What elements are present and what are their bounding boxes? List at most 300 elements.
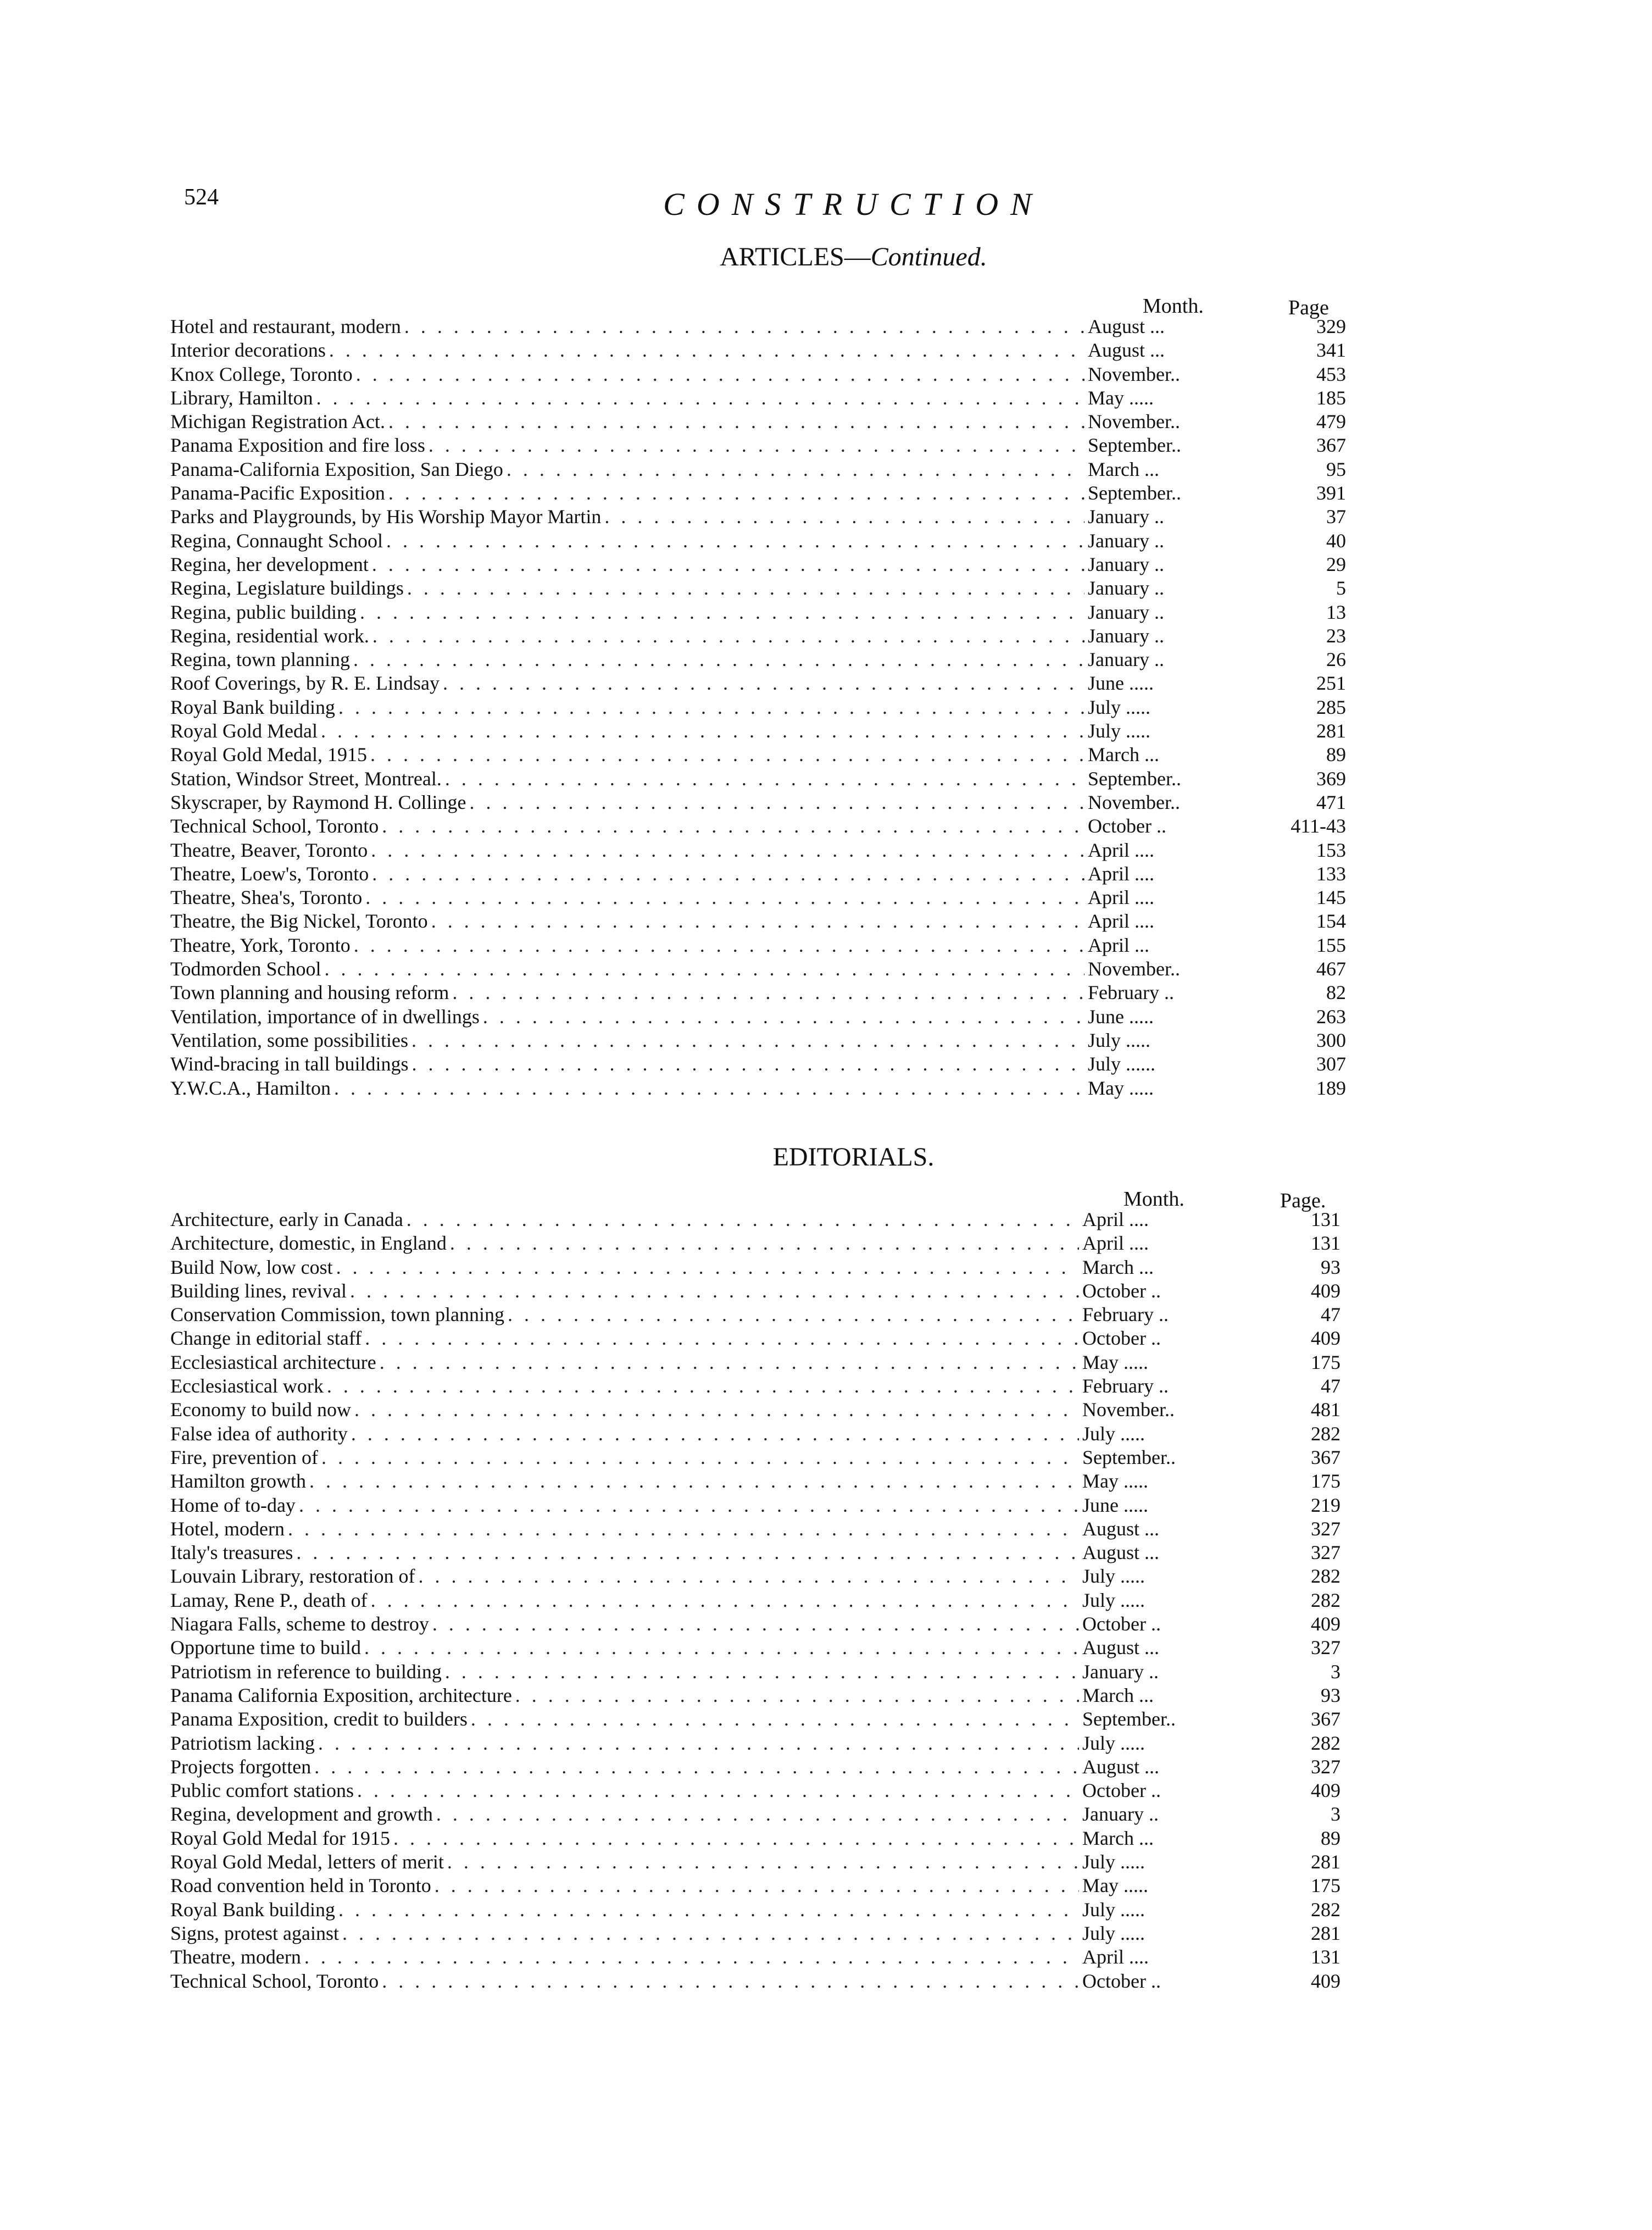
index-entry	[170, 481, 1346, 505]
dot-leader	[365, 1327, 1079, 1350]
entry-title: Roof Coverings, by R. E. Lindsay	[170, 672, 440, 695]
entry-page: 327	[1311, 1517, 1340, 1540]
index-entry	[170, 1327, 1340, 1350]
entry-title: Regina, residential work.	[170, 624, 369, 647]
entry-page: 131	[1311, 1232, 1340, 1255]
dot-leader	[350, 1279, 1079, 1303]
entry-month: February ..	[1082, 1303, 1169, 1326]
entry-month: August ...	[1088, 339, 1165, 362]
entry-month: March ...	[1082, 1684, 1154, 1706]
index-entry	[170, 1374, 1340, 1398]
dot-leader	[471, 1707, 1079, 1731]
dot-leader	[371, 1589, 1079, 1612]
index-entry	[170, 529, 1346, 553]
entry-page: 409	[1311, 1613, 1340, 1635]
entry-page: 282	[1311, 1898, 1340, 1921]
dot-leader	[470, 791, 1085, 814]
index-entry	[170, 339, 1346, 362]
entry-page: 453	[1316, 363, 1346, 385]
entry-page: 281	[1311, 1851, 1340, 1873]
entry-month: October ..	[1082, 1613, 1161, 1635]
index-entry	[170, 1256, 1340, 1279]
entry-month: November..	[1088, 958, 1180, 980]
entry-title: Change in editorial staff	[170, 1327, 362, 1350]
entry-page: 154	[1316, 910, 1346, 933]
entry-title: Panama-California Exposition, San Diego	[170, 458, 503, 480]
articles-title: ARTICLES—	[720, 242, 871, 271]
entry-title: Hotel and restaurant, modern	[170, 315, 401, 337]
entry-month: July .....	[1088, 720, 1151, 742]
dot-leader	[445, 1660, 1079, 1684]
index-entry	[170, 1494, 1340, 1517]
articles-page-header: Page	[1288, 296, 1329, 319]
dot-leader	[388, 481, 1084, 505]
articles-title-continued: Continued.	[870, 242, 987, 271]
entry-title: Hamilton growth	[170, 1470, 306, 1493]
entry-page: 95	[1326, 458, 1346, 480]
dot-leader	[357, 1779, 1079, 1802]
entry-page: 281	[1316, 720, 1346, 742]
entry-title: Technical School, Toronto	[170, 815, 379, 837]
entry-title: Royal Bank building	[170, 1898, 335, 1921]
entry-month: March ...	[1088, 744, 1159, 766]
entry-title: Regina, Connaught School	[170, 529, 383, 552]
index-entry	[170, 862, 1346, 886]
entry-title: Royal Bank building	[170, 696, 335, 718]
entry-month: July .....	[1082, 1565, 1145, 1588]
entry-title: Ventilation, importance of in dwellings	[170, 1005, 480, 1028]
entry-month: March ...	[1082, 1256, 1154, 1278]
index-entry	[170, 1898, 1340, 1922]
entry-month: September..	[1088, 482, 1181, 504]
entry-month: May .....	[1082, 1470, 1148, 1493]
index-entry	[170, 696, 1346, 719]
entry-title: Theatre, Beaver, Toronto	[170, 839, 368, 861]
entry-month: August ...	[1082, 1637, 1160, 1659]
index-entry	[170, 672, 1346, 695]
entry-month: July .....	[1082, 1422, 1145, 1445]
entry-month: October ..	[1082, 1970, 1161, 1992]
index-entry	[170, 648, 1346, 672]
entry-month: September..	[1088, 434, 1181, 457]
entry-title: Louvain Library, restoration of	[170, 1565, 415, 1588]
entry-page: 145	[1316, 886, 1346, 909]
index-entry	[170, 1707, 1340, 1731]
entry-page: 155	[1316, 934, 1346, 956]
entry-month: July .....	[1088, 696, 1151, 718]
entry-title: Panama Exposition and fire loss	[170, 434, 425, 457]
entry-title: Ecclesiastical architecture	[170, 1351, 376, 1373]
dot-leader	[411, 1052, 1084, 1076]
entry-title: Town planning and housing reform	[170, 981, 449, 1004]
dot-leader	[365, 886, 1084, 909]
index-entry	[170, 1970, 1340, 1993]
entry-month: May .....	[1082, 1351, 1148, 1373]
entry-title: Projects forgotten	[170, 1755, 312, 1778]
entry-page: 282	[1311, 1565, 1340, 1588]
entry-month: October ..	[1082, 1327, 1161, 1350]
entry-month: April ...	[1088, 934, 1149, 956]
entry-page: 367	[1311, 1708, 1340, 1730]
dot-leader	[432, 1612, 1079, 1636]
entry-title: Panama Exposition, credit to builders	[170, 1708, 468, 1730]
index-entry	[170, 791, 1346, 814]
entry-page: 153	[1316, 839, 1346, 861]
dot-leader	[351, 1422, 1079, 1446]
entry-month: July .....	[1082, 1898, 1145, 1921]
entry-title: False idea of authority	[170, 1422, 348, 1445]
entry-title: Todmorden School	[170, 958, 321, 980]
entry-page: 369	[1316, 767, 1346, 790]
dot-leader	[329, 339, 1084, 362]
dot-leader	[354, 934, 1084, 957]
journal-title: CONSTRUCTION	[663, 186, 1044, 222]
entry-title: Library, Hamilton	[170, 386, 313, 409]
entry-page: 409	[1311, 1779, 1340, 1802]
page-number: 524	[184, 185, 219, 210]
entry-page: 37	[1326, 506, 1346, 528]
dot-leader	[447, 1850, 1079, 1874]
index-entry	[170, 1303, 1340, 1327]
entry-page: 251	[1316, 672, 1346, 695]
entry-page: 409	[1311, 1970, 1340, 1992]
dot-leader	[515, 1684, 1079, 1707]
entry-month: January ..	[1088, 601, 1164, 623]
entry-page: 3	[1331, 1803, 1340, 1826]
editorials-month-header: Month.	[1123, 1188, 1184, 1211]
index-entry	[170, 1589, 1340, 1612]
entry-page: 281	[1311, 1922, 1340, 1944]
entry-page: 391	[1316, 482, 1346, 504]
entry-month: May .....	[1082, 1874, 1148, 1897]
index-entry	[170, 458, 1346, 481]
dot-leader	[435, 1874, 1079, 1898]
entry-page: 185	[1316, 386, 1346, 409]
entry-page: 175	[1311, 1874, 1340, 1897]
index-entry	[170, 1850, 1340, 1874]
entry-month: May .....	[1088, 386, 1154, 409]
entry-page: 471	[1316, 791, 1346, 813]
entry-page: 327	[1311, 1755, 1340, 1778]
entry-title: Niagara Falls, scheme to destroy	[170, 1613, 429, 1635]
entry-title: Signs, protest against	[170, 1922, 339, 1944]
entry-title: Royal Gold Medal, 1915	[170, 744, 367, 766]
index-entry	[170, 1827, 1340, 1850]
entry-page: 481	[1311, 1399, 1340, 1421]
entry-month: July ......	[1088, 1053, 1156, 1075]
index-entry	[170, 1802, 1340, 1826]
entry-month: August ...	[1088, 315, 1165, 337]
dot-leader	[483, 1005, 1084, 1029]
entry-month: June .....	[1082, 1494, 1148, 1516]
entry-title: Patriotism lacking	[170, 1732, 315, 1754]
entry-page: 131	[1311, 1208, 1340, 1230]
entry-page: 5	[1336, 577, 1346, 600]
index-entry	[170, 1232, 1340, 1255]
entry-title: Theatre, Loew's, Toronto	[170, 862, 369, 885]
entry-title: Building lines, revival	[170, 1279, 347, 1302]
entry-month: March ...	[1082, 1827, 1154, 1849]
entry-title: Opportune time to build	[170, 1637, 361, 1659]
entry-month: January ..	[1088, 553, 1164, 575]
dot-leader	[296, 1541, 1079, 1565]
index-entry	[170, 886, 1346, 909]
index-entry	[170, 909, 1346, 933]
dot-leader	[324, 957, 1084, 981]
entry-month: January ..	[1088, 624, 1164, 647]
dot-leader	[604, 505, 1084, 529]
entry-month: August ...	[1082, 1541, 1160, 1564]
entry-title: Michigan Registration Act.	[170, 411, 385, 433]
entry-title: Theatre, Shea's, Toronto	[170, 886, 363, 909]
index-entry	[170, 1612, 1340, 1636]
editorials-list	[170, 1208, 1340, 1993]
entry-month: January ..	[1088, 529, 1164, 552]
dot-leader	[314, 1755, 1079, 1779]
entry-title: Interior decorations	[170, 339, 326, 362]
entry-title: Theatre, York, Toronto	[170, 934, 351, 956]
index-entry	[170, 1732, 1340, 1755]
entry-month: April ....	[1082, 1946, 1149, 1968]
entry-page: 89	[1326, 744, 1346, 766]
entry-title: Build Now, low cost	[170, 1256, 333, 1278]
entry-page: 131	[1311, 1946, 1340, 1968]
entry-month: August ...	[1082, 1517, 1160, 1540]
dot-leader	[393, 1827, 1079, 1850]
entry-month: November..	[1088, 363, 1180, 385]
entry-page: 282	[1311, 1732, 1340, 1754]
entry-title: Italy's treasures	[170, 1541, 293, 1564]
entry-page: 89	[1321, 1827, 1340, 1849]
entry-month: July .....	[1088, 1029, 1151, 1051]
entry-page: 285	[1316, 696, 1346, 718]
entry-title: Regina, her development	[170, 553, 369, 575]
entry-month: February ..	[1088, 981, 1174, 1004]
entry-page: 467	[1316, 958, 1346, 980]
index-entry	[170, 1755, 1340, 1779]
entry-page: 367	[1316, 434, 1346, 457]
editorials-section-title	[0, 1142, 1652, 1172]
index-entry	[170, 1945, 1340, 1969]
dot-leader	[338, 1898, 1079, 1922]
index-entry	[170, 743, 1346, 767]
entry-month: April ....	[1088, 862, 1154, 885]
entry-month: April ....	[1088, 910, 1154, 933]
entry-title: Royal Gold Medal, letters of merit	[170, 1851, 444, 1873]
entry-title: Theatre, modern	[170, 1946, 301, 1968]
index-entry	[170, 1005, 1346, 1029]
entry-title: Royal Gold Medal for 1915	[170, 1827, 390, 1849]
entry-title: Parks and Playgrounds, by His Worship Mayor Martin	[170, 506, 602, 528]
entry-page: 47	[1321, 1303, 1340, 1326]
index-entry	[170, 1922, 1340, 1945]
dot-leader	[452, 981, 1084, 1005]
index-entry	[170, 1422, 1340, 1446]
dot-leader	[436, 1802, 1079, 1826]
dot-leader	[443, 672, 1084, 695]
index-entry	[170, 1052, 1346, 1076]
entry-month: October ..	[1082, 1779, 1161, 1802]
dot-leader	[288, 1517, 1079, 1541]
entry-month: August ...	[1082, 1755, 1160, 1778]
index-entry	[170, 814, 1346, 838]
dot-leader	[356, 363, 1084, 386]
entry-page: 26	[1326, 648, 1346, 671]
index-entry	[170, 1351, 1340, 1374]
dot-leader	[372, 624, 1084, 648]
dot-leader	[353, 648, 1084, 672]
dot-leader	[404, 315, 1084, 339]
index-entry	[170, 1446, 1340, 1469]
entry-title: Theatre, the Big Nickel, Toronto	[170, 910, 428, 933]
entry-title: Panama California Exposition, architecture	[170, 1684, 512, 1706]
entry-page: 175	[1311, 1470, 1340, 1493]
entry-page: 411-43	[1291, 815, 1346, 837]
entry-page: 409	[1311, 1327, 1340, 1350]
index-entry	[170, 1398, 1340, 1422]
entry-title: Technical School, Toronto	[170, 1970, 379, 1992]
index-entry	[170, 1565, 1340, 1588]
entry-title: Hotel, modern	[170, 1517, 285, 1540]
dot-leader	[316, 386, 1084, 410]
entry-title: Architecture, domestic, in England	[170, 1232, 447, 1255]
entry-title: Skyscraper, by Raymond H. Collinge	[170, 791, 466, 813]
index-entry	[170, 1029, 1346, 1052]
dot-leader	[309, 1469, 1079, 1493]
entry-page: 93	[1321, 1684, 1340, 1706]
dot-leader	[336, 1256, 1079, 1279]
entry-title: Royal Gold Medal	[170, 720, 318, 742]
entry-month: November..	[1082, 1399, 1175, 1421]
dot-leader	[304, 1945, 1079, 1969]
entry-page: 47	[1321, 1375, 1340, 1397]
index-entry	[170, 839, 1346, 862]
index-entry	[170, 1469, 1340, 1493]
entry-title: Station, Windsor Street, Montreal.	[170, 767, 442, 790]
entry-page: 133	[1316, 862, 1346, 885]
entry-title: Economy to build now	[170, 1399, 351, 1421]
entry-page: 189	[1316, 1077, 1346, 1099]
entry-title: Y.W.C.A., Hamilton	[170, 1077, 331, 1099]
entry-page: 40	[1326, 529, 1346, 552]
entry-month: July .....	[1082, 1589, 1145, 1611]
dot-leader	[386, 529, 1084, 553]
entry-month: September..	[1088, 767, 1181, 790]
index-entry	[170, 767, 1346, 791]
entry-title: Lamay, Rene P., death of	[170, 1589, 368, 1611]
entry-month: June .....	[1088, 1005, 1154, 1028]
dot-leader	[445, 767, 1084, 791]
index-entry	[170, 363, 1346, 386]
dot-leader	[507, 458, 1084, 481]
index-entry	[170, 934, 1346, 957]
articles-list	[170, 315, 1346, 1100]
entry-title: Regina, development and growth	[170, 1803, 433, 1826]
editorials-page-header: Page.	[1280, 1189, 1326, 1212]
entry-title: Knox College, Toronto	[170, 363, 353, 385]
entry-page: 23	[1326, 624, 1346, 647]
entry-page: 367	[1311, 1446, 1340, 1468]
index-entry	[170, 1517, 1340, 1541]
index-entry	[170, 315, 1346, 339]
index-entry	[170, 957, 1346, 981]
entry-month: October ..	[1082, 1279, 1161, 1302]
index-entry	[170, 1874, 1340, 1898]
index-entry	[170, 624, 1346, 648]
dot-leader	[450, 1232, 1079, 1255]
index-entry	[170, 1684, 1340, 1707]
entry-page: 479	[1316, 411, 1346, 433]
index-entry	[170, 1279, 1340, 1303]
dot-leader	[407, 1208, 1079, 1232]
dot-leader	[364, 1636, 1079, 1660]
entry-page: 3	[1331, 1660, 1340, 1683]
entry-month: January ..	[1082, 1803, 1159, 1826]
entry-month: May .....	[1088, 1077, 1154, 1099]
entry-month: March ...	[1088, 458, 1159, 480]
dot-leader	[380, 1351, 1079, 1374]
dot-leader	[429, 434, 1084, 457]
dot-leader	[321, 1446, 1079, 1469]
entry-page: 263	[1316, 1005, 1346, 1028]
entry-month: November..	[1088, 791, 1180, 813]
entry-page: 327	[1311, 1541, 1340, 1564]
entry-month: October ..	[1088, 815, 1166, 837]
entry-month: July .....	[1082, 1732, 1145, 1754]
entry-month: April ....	[1088, 886, 1154, 909]
dot-leader	[354, 1398, 1079, 1422]
index-entry	[170, 1660, 1340, 1684]
dot-leader	[338, 696, 1084, 719]
dot-leader	[372, 553, 1084, 576]
dot-leader	[321, 719, 1084, 743]
index-entry	[170, 505, 1346, 529]
index-entry	[170, 601, 1346, 624]
entry-title: Conservation Commission, town planning	[170, 1303, 504, 1326]
entry-page: 29	[1326, 553, 1346, 575]
dot-leader	[382, 1970, 1079, 1993]
dot-leader	[419, 1565, 1079, 1588]
dot-leader	[342, 1922, 1079, 1945]
entry-page: 327	[1311, 1637, 1340, 1659]
entry-page: 282	[1311, 1589, 1340, 1611]
entry-page: 307	[1316, 1053, 1346, 1075]
dot-leader	[360, 601, 1084, 624]
entry-title: Regina, town planning	[170, 648, 350, 671]
entry-month: January ..	[1088, 506, 1164, 528]
entry-month: April ....	[1088, 839, 1154, 861]
entry-title: Panama-Pacific Exposition	[170, 482, 385, 504]
dot-leader	[327, 1374, 1079, 1398]
articles-month-header: Month.	[1143, 295, 1204, 318]
index-entry	[170, 1541, 1340, 1565]
index-entry	[170, 553, 1346, 576]
dot-leader	[388, 410, 1084, 434]
index-entry	[170, 1636, 1340, 1660]
dot-leader	[334, 1077, 1084, 1100]
articles-section-title	[0, 242, 1652, 272]
editorials-title: EDITORIALS.	[772, 1142, 935, 1172]
entry-page: 219	[1311, 1494, 1340, 1516]
entry-month: April ....	[1082, 1232, 1149, 1255]
entry-page: 82	[1326, 981, 1346, 1004]
dot-leader	[372, 862, 1084, 886]
entry-page: 329	[1316, 315, 1346, 337]
index-entry	[170, 1077, 1346, 1100]
index-entry	[170, 410, 1346, 434]
dot-leader	[299, 1494, 1079, 1517]
entry-page: 93	[1321, 1256, 1340, 1278]
